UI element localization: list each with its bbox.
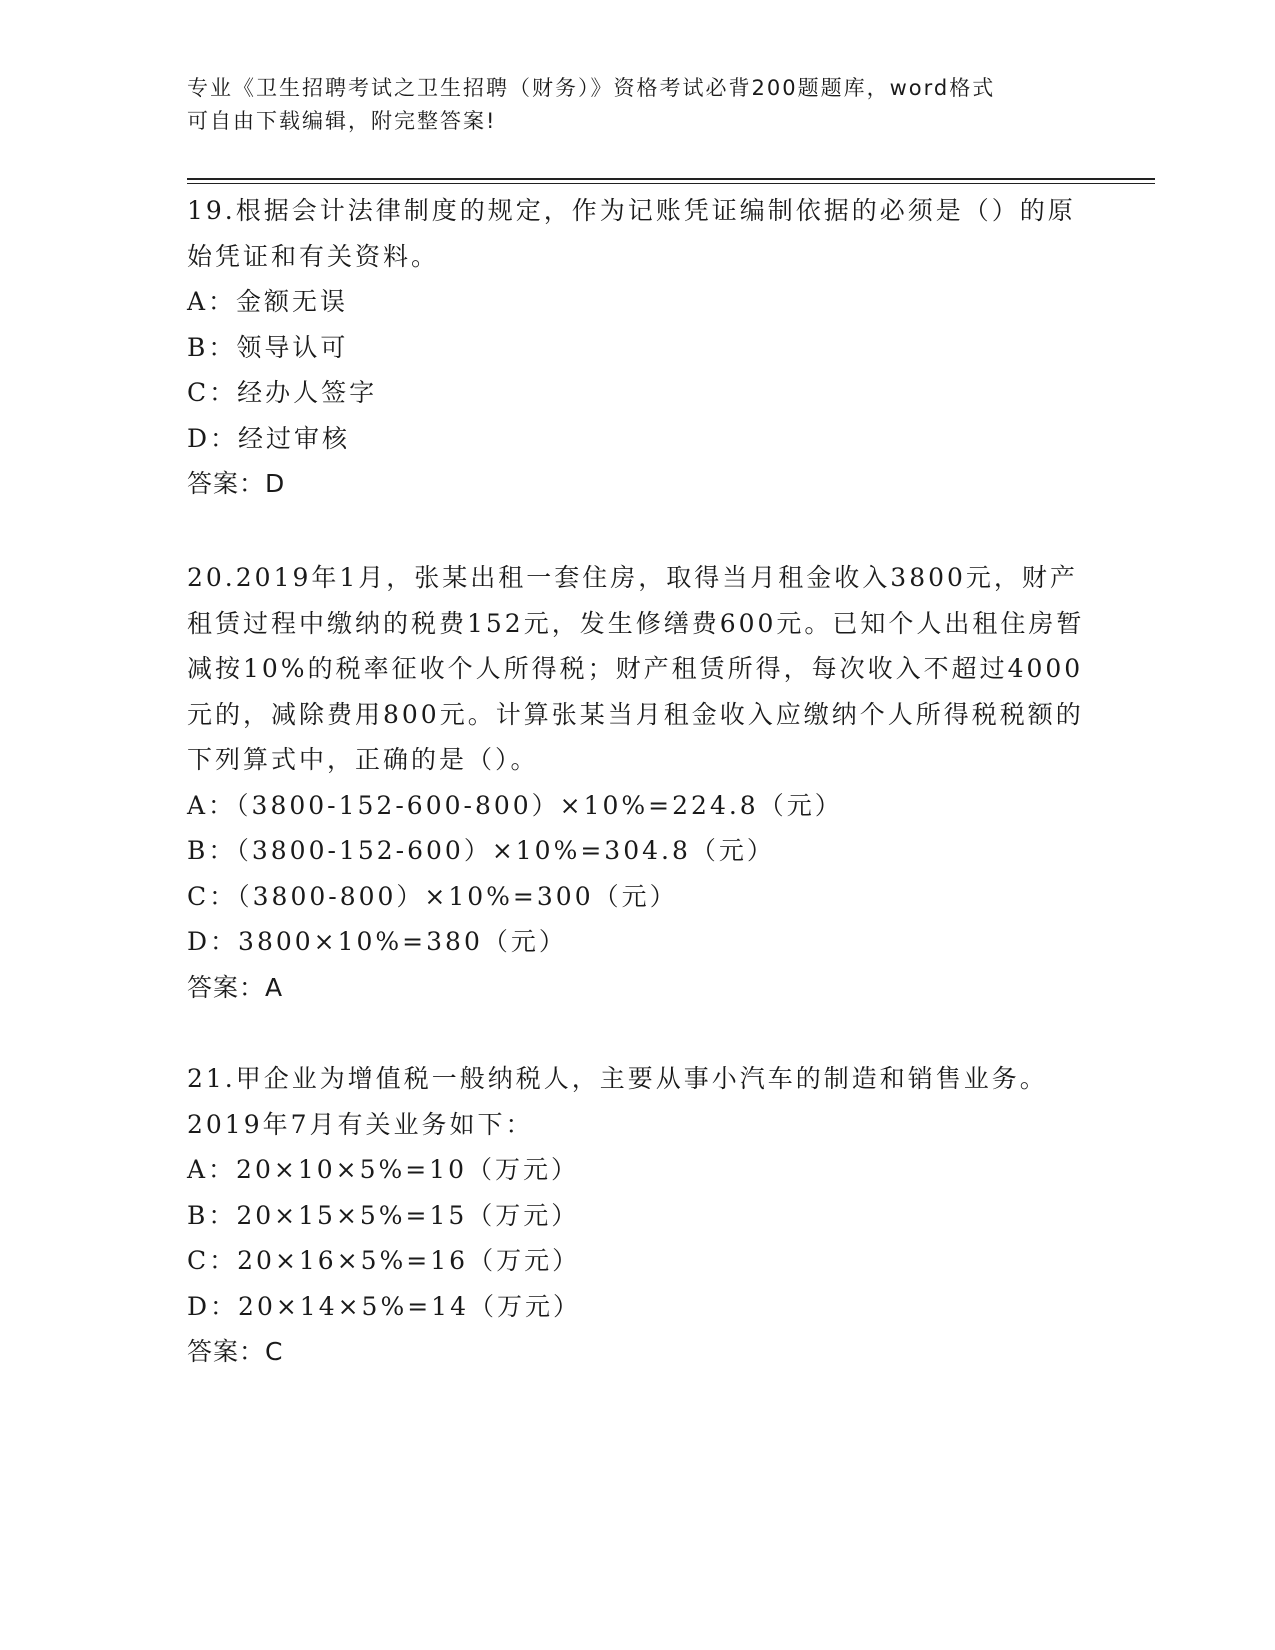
option-c: C：经办人签字 [187,378,378,407]
option-d: D：3800×10%=380（元） [187,927,567,956]
question-stem: 21.甲企业为增值税一般纳税人，主要从事小汽车的制造和销售业务。2019年7月有关业务如下： [187,1064,1048,1139]
option-b: B：领导认可 [187,332,349,362]
option-b: B：20×15×5%=15（万元） [187,1200,580,1230]
answer-line: 答案：C [187,1337,284,1366]
option-d: D：20×14×5%=14（万元） [187,1291,581,1321]
answer-line: 答案：A [187,972,284,1002]
option-d: D：经过审核 [187,423,351,453]
option-a: A：金额无误 [187,287,349,316]
header-title-line-1: 专业《卫生招聘考试之卫生招聘（财务）》资格考试必背200题题库，word格式 [187,76,996,100]
question-19 [187,188,1087,507]
option-a: A：20×10×5%=10（万元） [187,1155,579,1184]
question-20 [187,555,1087,1010]
question-stem: 20.2019年1月，张某出租一套住房，取得当月租金收入3800元，财产租赁过程中缴纳的税费152元，发生修缮费600元。已知个人出租住房暂减按10%的税率征收个人所得税；财产租赁所得，每次收入不超过4000元的，减除费用800元。计算张某当月租金收入应缴纳个人所得税税额的下列算式中，正确的是（）。 [187,563,1085,774]
header-title-line-2: 可自由下载编辑，附完整答案! [187,109,497,133]
document-header [187,72,1067,138]
answer-line: 答案：D [187,469,286,498]
option-c: C：20×16×5%=16（万元） [187,1246,581,1275]
header-divider-thin [187,183,1155,184]
option-b: B：（3800-152-600）×10%=304.8（元） [187,836,775,865]
option-c: C：（3800-800）×10%=300（元） [187,881,678,911]
option-a: A：（3800-152-600-800）×10%=224.8（元） [187,790,843,820]
header-divider-thick [187,178,1155,180]
question-stem: 19.根据会计法律制度的规定，作为记账凭证编制依据的必须是（）的原始凭证和有关资料。 [187,196,1076,271]
question-21 [187,1056,1087,1375]
